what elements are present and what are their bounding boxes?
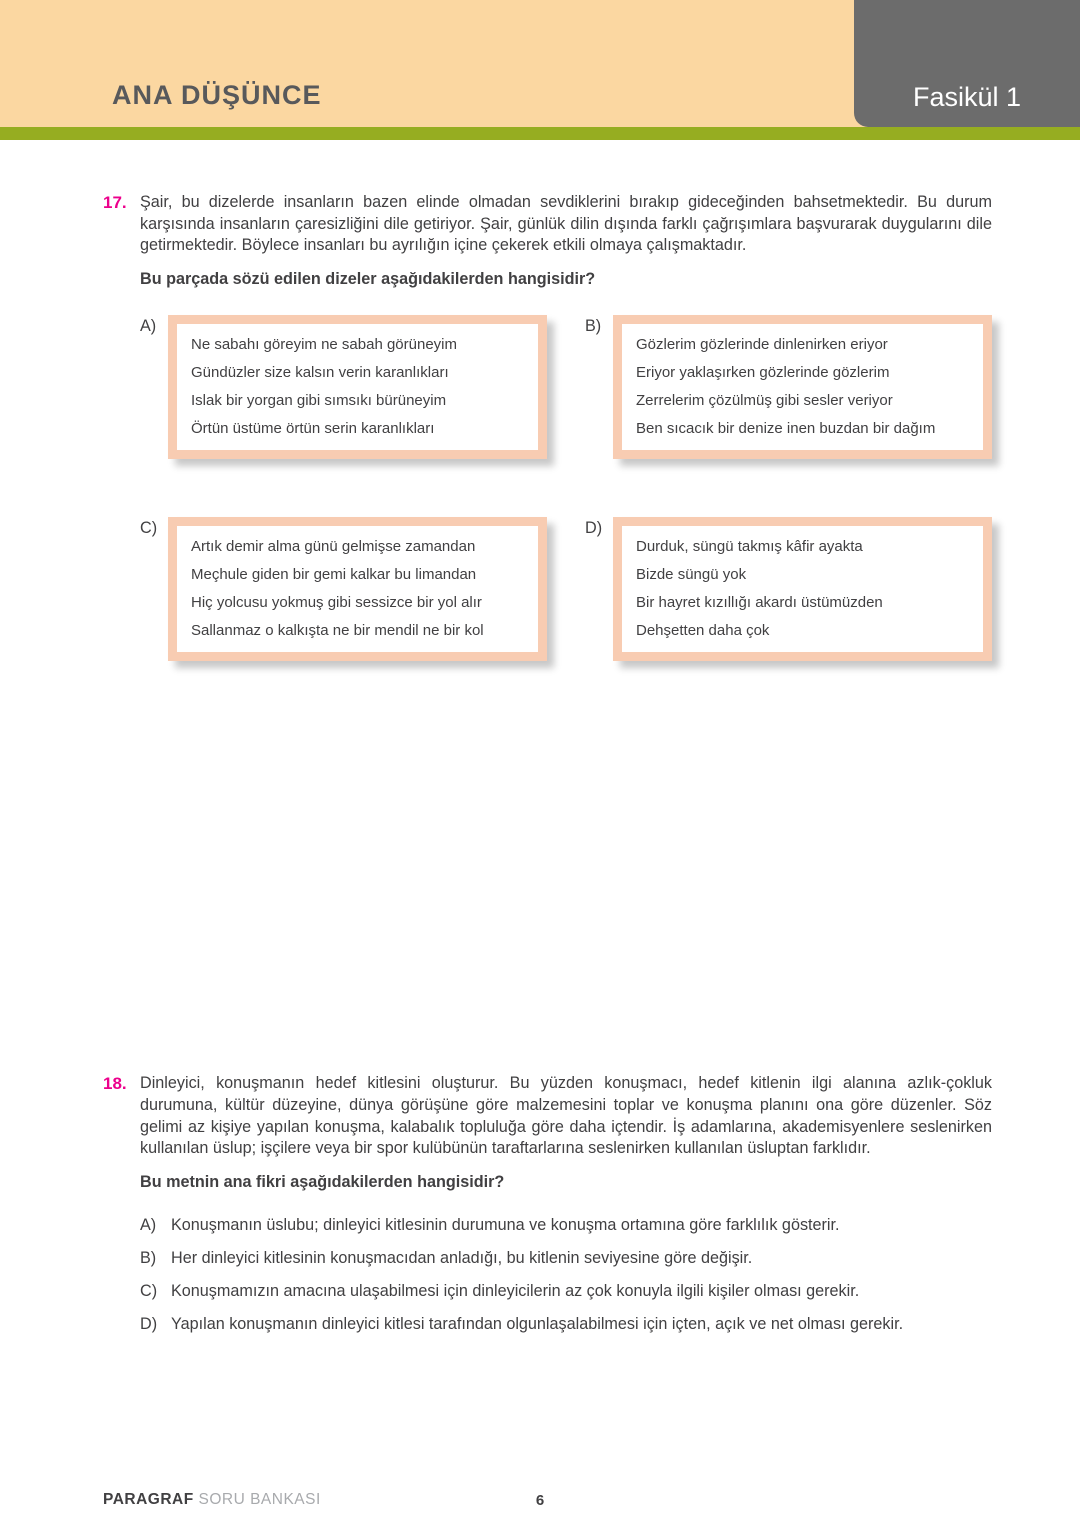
section-title: ANA DÜŞÜNCE: [112, 80, 322, 110]
option-a-label: A): [140, 1215, 157, 1234]
option-d-label: D): [140, 1314, 158, 1333]
question-17-prompt: Bu parçada sözü edilen dizeler aşağıdakilerden hangisidir?: [140, 270, 596, 289]
poem-line: Eriyor yaklaşırken gözlerinde gözlerim: [636, 364, 890, 382]
page-number: 6: [535, 1492, 545, 1509]
header-divider-bar: [0, 127, 1080, 140]
option-a: [140, 315, 547, 459]
option-d: [140, 1315, 992, 1334]
question-17-number: 17.: [103, 193, 127, 212]
poem-line: Artık demir alma günü gelmişse zamandan: [191, 538, 476, 556]
page-content: [0, 192, 1080, 1334]
option-d-label: D): [585, 519, 603, 538]
poem-line: Islak bir yorgan gibi sımsıkı bürüneyim: [191, 392, 447, 410]
page-footer: [0, 1489, 1080, 1509]
brand-subtitle: SORU BANKASI: [193, 1491, 321, 1508]
poem-line: Bir hayret kızıllığı akardı üstümüzden: [636, 594, 883, 612]
poem-line: Gözlerim gözlerinde dinlenirken eriyor: [636, 336, 888, 354]
question-17-text: Şair, bu dizelerde insanların bazen elinde olmadan sevdiklerini bırakıp gideceğinden bahsetmektedir. Bu durum karşısında insanların çaresizliğini dile getiriyor. Şair, günlük dilin dışında farklı çağrışımlara başvurarak duygularını dile getirmektedir. Böylece insanları bu ayrılığın içine çekerek etkili olmaya çalışmaktadır.: [140, 193, 992, 255]
option-b-poem-box: [613, 315, 992, 459]
question-18-prompt: Bu metnin ana fikri aşağıdakilerden hangisidir?: [140, 1172, 505, 1191]
option-c-label: C): [140, 519, 158, 538]
poem-line: Gündüzler size kalsın verin karanlıkları: [191, 364, 449, 382]
option-c: [140, 517, 547, 661]
question-17: [103, 192, 992, 661]
poem-line: Ne sabahı göreyim ne sabah görüneyim: [191, 336, 457, 354]
option-b: [140, 1249, 992, 1268]
poem-line: Zerrelerim çözülmüş gibi sesler veriyor: [636, 392, 893, 410]
question-17-options: [140, 315, 992, 661]
poem-line: Hiç yolcusu yokmuş gibi sessizce bir yol alır: [191, 594, 482, 612]
option-a-text: Konuşmanın üslubu; dinleyici kitlesinin durumuna ve konuşma ortamına göre farklılık gösterir.: [171, 1215, 840, 1234]
question-18-options: [140, 1216, 992, 1334]
poem-line: Bizde süngü yok: [636, 566, 747, 584]
option-a-poem-box: [168, 315, 547, 459]
poem-line: Örtün üstüme örtün serin karanlıkları: [191, 420, 435, 438]
option-a: [140, 1216, 992, 1235]
option-c-label: C): [140, 1281, 158, 1300]
book-brand: [103, 1491, 321, 1509]
option-c: [140, 1282, 992, 1301]
question-18-number: 18.: [103, 1074, 127, 1094]
poem-line: Ben sıcacık bir denize inen buzdan bir dağım: [636, 420, 936, 438]
option-d-text: Yapılan konuşmanın dinleyici kitlesi tarafından olgunlaşalabilmesi için içten, açık ve net olması gerekir.: [171, 1314, 904, 1333]
option-c-poem-box: [168, 517, 547, 661]
page-header: [0, 0, 1080, 127]
option-c-text: Konuşmamızın amacına ulaşabilmesi için dinleyicilerin az çok konuyla ilgili kişiler olması gerekir.: [171, 1281, 860, 1300]
question-18: [103, 1073, 992, 1334]
poem-line: Durduk, süngü takmış kâfir ayakta: [636, 538, 863, 556]
option-d: [585, 517, 992, 661]
option-a-label: A): [140, 317, 157, 336]
option-b-label: B): [140, 1248, 157, 1267]
poem-line: Sallanmaz o kalkışta ne bir mendil ne bir kol: [191, 622, 484, 640]
fascicle-badge: [854, 0, 1080, 127]
brand-name: PARAGRAF: [103, 1491, 194, 1508]
option-b: [585, 315, 992, 459]
fascicle-badge-label: Fasikül 1: [912, 82, 1022, 112]
poem-line: Meçhule giden bir gemi kalkar bu limandan: [191, 566, 477, 584]
poem-line: Dehşetten daha çok: [636, 622, 770, 640]
option-d-poem-box: [613, 517, 992, 661]
question-18-text: Dinleyici, konuşmanın hedef kitlesini oluşturur. Bu yüzden konuşmacı, hedef kitlenin ilgi alanına azlık-çokluk durumuna, kültür düzeyine, dünya görüşüne göre malzemesini toplar ve konuşma planını ona göre düzenler. Söz gelimi az kişiye yapılan konuşma, kalabalık topluluğa göre daha içtendir. İş adamlarına, akademisyenlere seslenirken kullanılan üslup; işçilere veya bir spor kulübünün taraftarlarına seslenirken kullanılan üsluptan farklıdır.: [140, 1074, 992, 1158]
option-b-text: Her dinleyici kitlesinin konuşmacıdan anladığı, bu kitlenin seviyesine göre değişir.: [171, 1248, 753, 1267]
option-b-label: B): [585, 317, 602, 336]
